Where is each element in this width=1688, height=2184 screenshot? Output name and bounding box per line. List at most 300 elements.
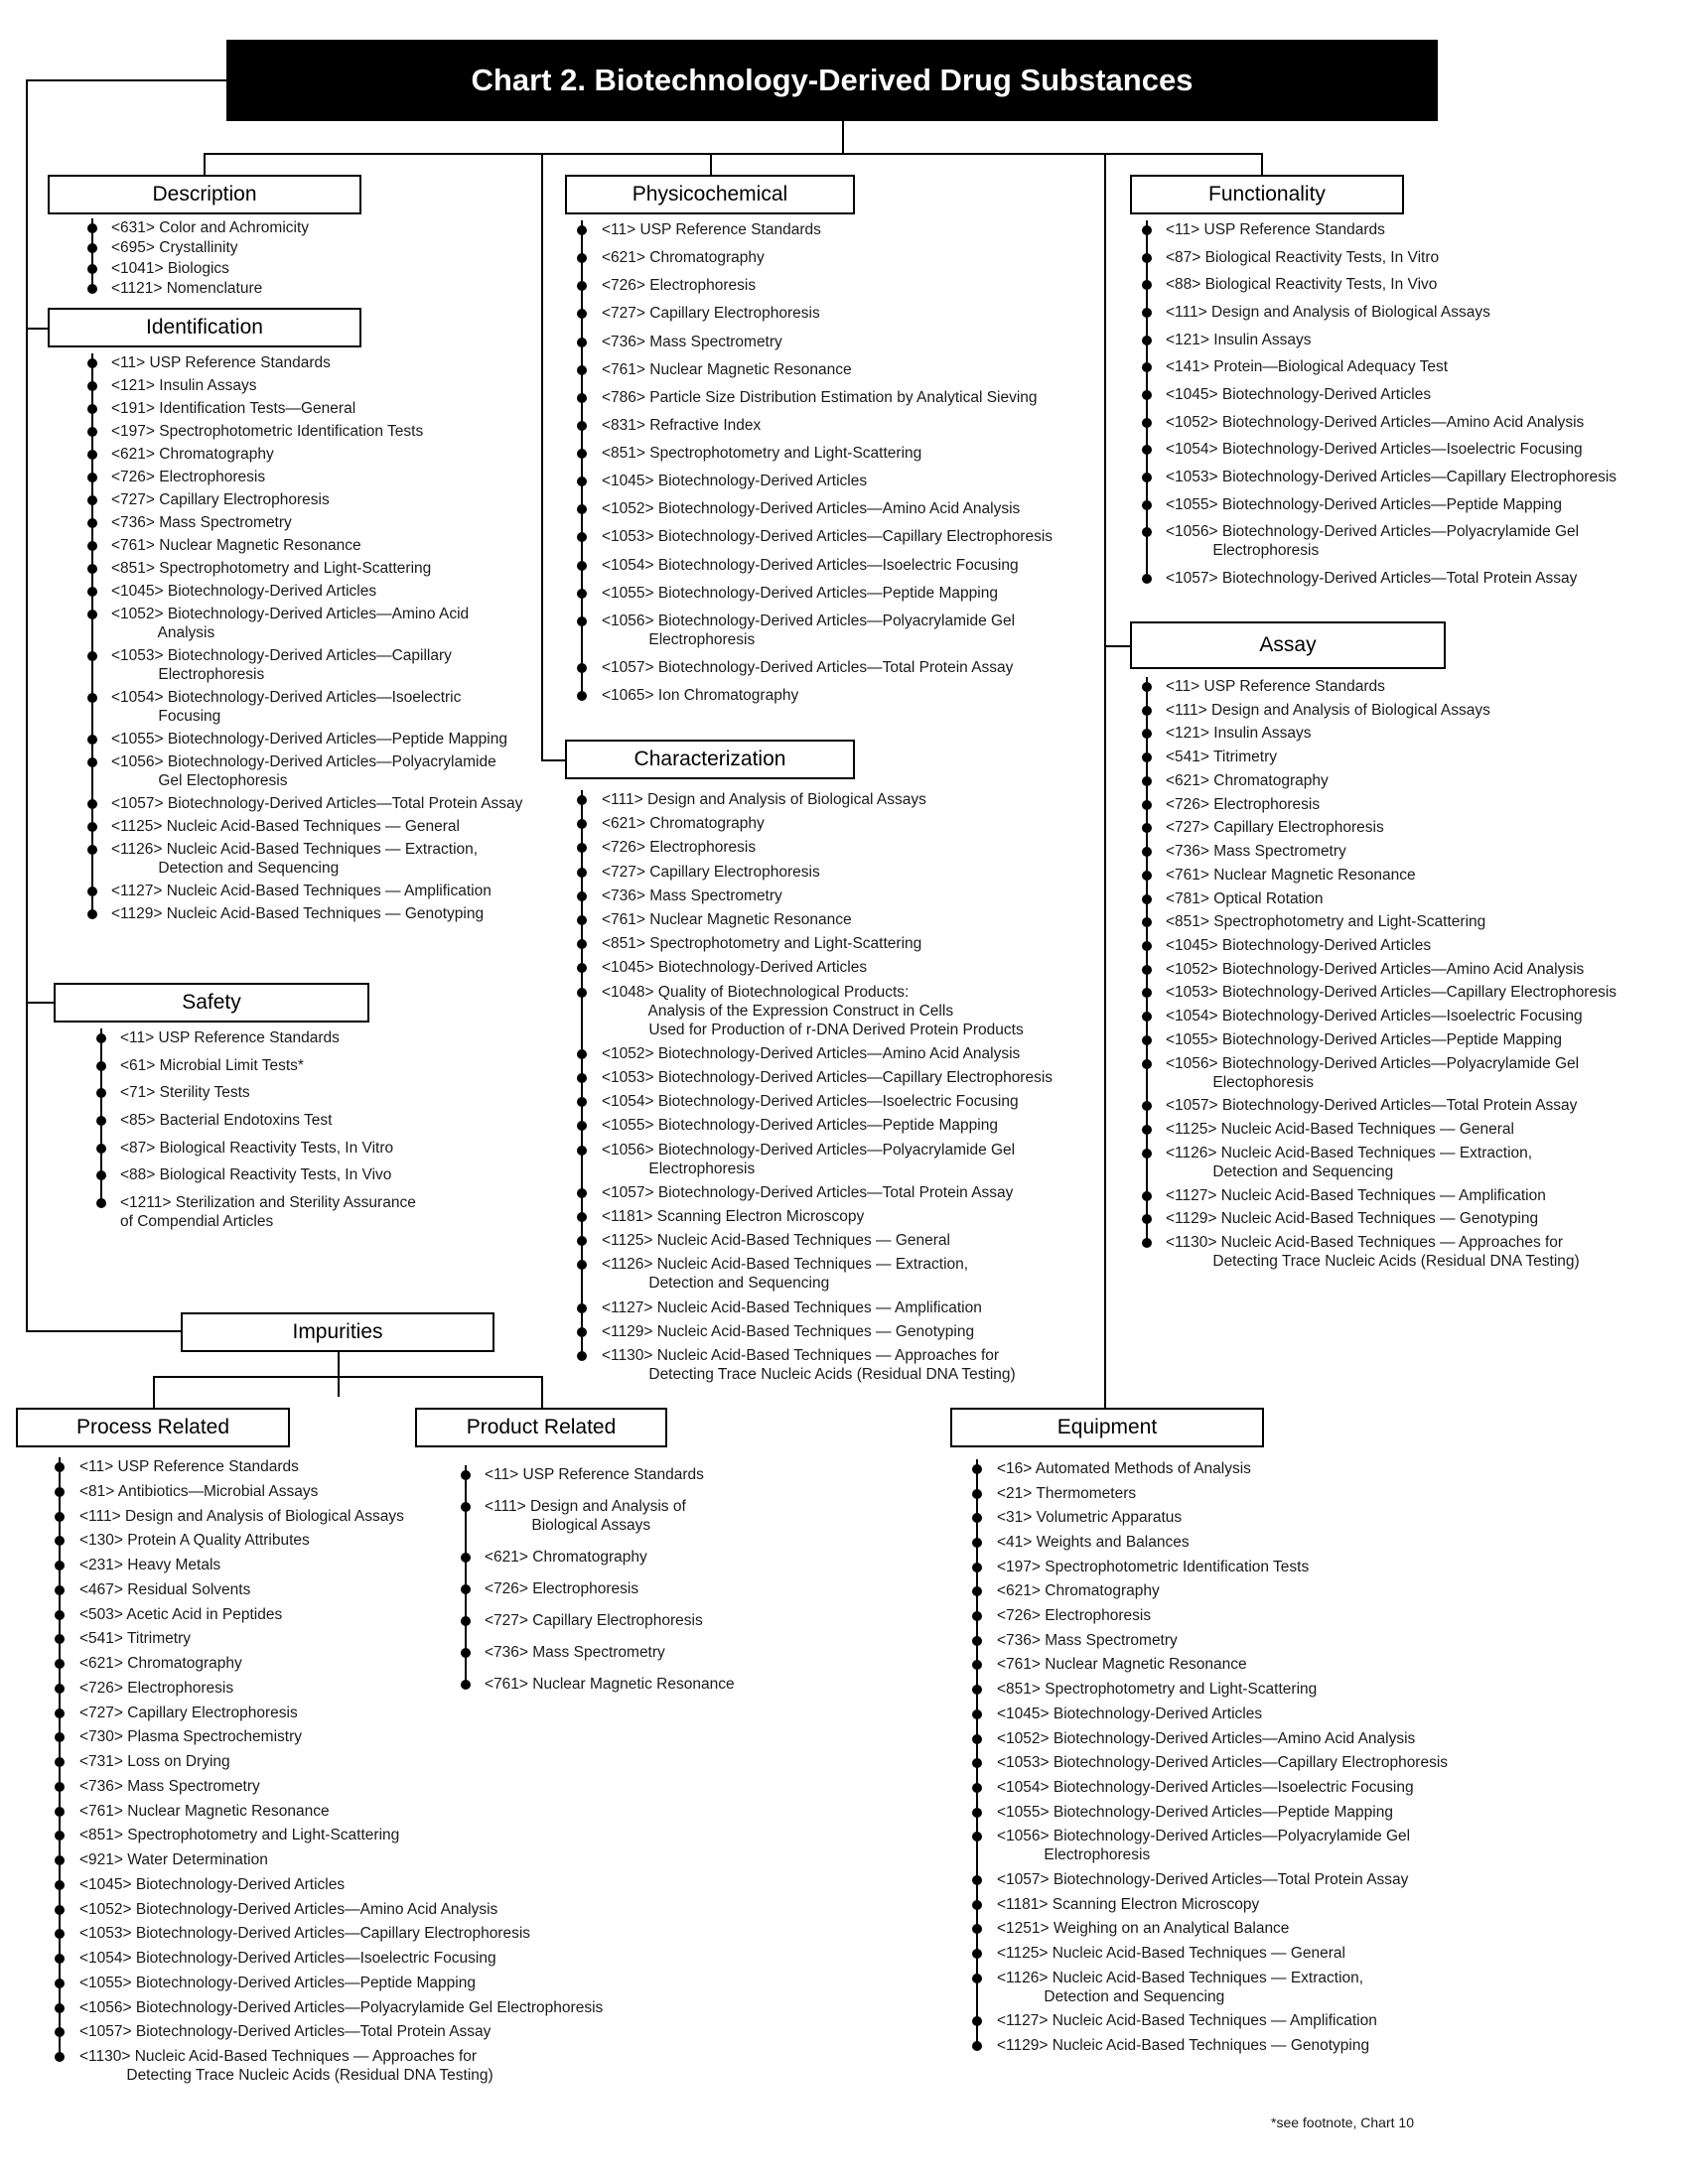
bullet-dot bbox=[96, 1061, 106, 1071]
physicochemical-list-item: <761> Nuclear Magnetic Resonance bbox=[602, 360, 852, 378]
connector bbox=[710, 153, 712, 175]
bullet-dot bbox=[1142, 473, 1152, 482]
bullet-dot bbox=[1142, 445, 1152, 455]
bullet-dot bbox=[87, 651, 97, 661]
identification-list-item: <727> Capillary Electrophoresis bbox=[111, 491, 330, 508]
functionality-list-item: <1045> Biotechnology-Derived Articles bbox=[1166, 386, 1432, 403]
bullet-dot bbox=[972, 2016, 982, 2026]
bullet-dot bbox=[972, 1709, 982, 1719]
process-related-list-item: <503> Acetic Acid in Peptides bbox=[79, 1605, 283, 1623]
bullet-dot bbox=[1142, 988, 1152, 998]
process-related-heading: Process Related bbox=[16, 1408, 290, 1447]
identification-list-item: <1056> Biotechnology-Derived Articles—Polyacrylamide Gel Electophoresis bbox=[111, 753, 496, 789]
bullet-dot bbox=[577, 225, 587, 235]
bullet-dot bbox=[87, 822, 97, 832]
safety-heading: Safety bbox=[54, 983, 369, 1023]
equipment-list-item: <1054> Biotechnology-Derived Articles—Isoelectric Focusing bbox=[997, 1778, 1414, 1796]
process-related-list-item: <1057> Biotechnology-Derived Articles—Total Protein Assay bbox=[79, 2023, 492, 2041]
bullet-dot bbox=[87, 845, 97, 855]
equipment-list-item: <1057> Biotechnology-Derived Articles—Total Protein Assay bbox=[997, 1870, 1409, 1888]
characterization-list-item: <1056> Biotechnology-Derived Articles—Polyacrylamide Gel Electrophoresis bbox=[602, 1141, 1016, 1177]
bullet-dot bbox=[577, 1188, 587, 1198]
equipment-list-item: <1129> Nucleic Acid-Based Techniques — Genotyping bbox=[997, 2037, 1370, 2054]
identification-list-item: <1125> Nucleic Acid-Based Techniques — General bbox=[111, 818, 460, 835]
bullet-dot bbox=[577, 939, 587, 949]
bullet-dot bbox=[1142, 871, 1152, 881]
identification-list-item: <1053> Biotechnology-Derived Articles—Capillary Electrophoresis bbox=[111, 647, 452, 683]
bullet-dot bbox=[1142, 1035, 1152, 1045]
process-related-list-item: <730> Plasma Spectrochemistry bbox=[79, 1728, 302, 1746]
process-related-list-item: <1052> Biotechnology-Derived Articles—Amino Acid Analysis bbox=[79, 1900, 498, 1918]
connector bbox=[26, 1002, 54, 1004]
physicochemical-list-item: <851> Spectrophotometry and Light-Scattering bbox=[602, 445, 922, 462]
bullet-dot bbox=[96, 1198, 106, 1208]
characterization-heading: Characterization bbox=[565, 740, 855, 779]
bullet-dot bbox=[1142, 308, 1152, 318]
description-list-item: <1121> Nomenclature bbox=[111, 280, 263, 297]
characterization-list-item: <1055> Biotechnology-Derived Articles—Peptide Mapping bbox=[602, 1117, 998, 1135]
equipment-list-item: <1126> Nucleic Acid-Based Techniques — Extraction, Detection and Sequencing bbox=[997, 1969, 1364, 2005]
footnote: *see footnote, Chart 10 bbox=[1271, 2115, 1414, 2130]
safety-list-item: <87> Biological Reactivity Tests, In Vitro bbox=[120, 1139, 394, 1157]
physicochemical-heading: Physicochemical bbox=[565, 175, 855, 214]
process-related-list-item: <1055> Biotechnology-Derived Articles—Peptide Mapping bbox=[79, 1974, 476, 1991]
bullet-dot bbox=[96, 1170, 106, 1180]
characterization-list-item: <1125> Nucleic Acid-Based Techniques — General bbox=[602, 1232, 950, 1250]
identification-list-item: <197> Spectrophotometric Identification Tests bbox=[111, 423, 424, 440]
bullet-dot bbox=[972, 1758, 982, 1768]
assay-list-item: <1057> Biotechnology-Derived Articles—Total Protein Assay bbox=[1166, 1097, 1578, 1115]
product-related-list-item: <111> Design and Analysis of Biological Assays bbox=[485, 1498, 686, 1534]
assay-list-item: <1126> Nucleic Acid-Based Techniques — Extraction, Detection and Sequencing bbox=[1166, 1144, 1533, 1180]
description-list-item: <1041> Biologics bbox=[111, 259, 229, 277]
bullet-dot bbox=[1142, 527, 1152, 537]
bullet-dot bbox=[1142, 1125, 1152, 1135]
bullet-dot bbox=[577, 253, 587, 263]
bullet-dot bbox=[972, 1586, 982, 1596]
bullet-dot bbox=[577, 1327, 587, 1337]
process-related-list-item: <1053> Biotechnology-Derived Articles—Capillary Electrophoresis bbox=[79, 1925, 531, 1943]
characterization-list-item: <1181> Scanning Electron Microscopy bbox=[602, 1208, 865, 1225]
safety-list-item: <88> Biological Reactivity Tests, In Vivo bbox=[120, 1166, 392, 1184]
bullet-dot bbox=[577, 1236, 587, 1246]
bullet-dot bbox=[577, 891, 587, 901]
bullet-dot bbox=[1142, 917, 1152, 927]
characterization-list-item: <726> Electrophoresis bbox=[602, 839, 757, 857]
assay-list-item: <851> Spectrophotometry and Light-Scattering bbox=[1166, 913, 1486, 931]
bullet-dot bbox=[87, 243, 97, 253]
functionality-list-item: <1056> Biotechnology-Derived Articles—Polyacrylamide Gel Electrophoresis bbox=[1166, 523, 1580, 560]
bullet-dot bbox=[55, 1880, 65, 1890]
identification-list-item: <1055> Biotechnology-Derived Articles—Peptide Mapping bbox=[111, 731, 507, 748]
assay-list-item: <781> Optical Rotation bbox=[1166, 889, 1324, 907]
bullet-dot bbox=[1142, 847, 1152, 857]
physicochemical-list-item: <1053> Biotechnology-Derived Articles—Capillary Electrophoresis bbox=[602, 528, 1054, 546]
bullet-dot bbox=[96, 1144, 106, 1154]
bullet-dot bbox=[87, 735, 97, 745]
assay-list-item: <1054> Biotechnology-Derived Articles—Isoelectric Focusing bbox=[1166, 1008, 1583, 1025]
assay-list-item: <541> Titrimetry bbox=[1166, 749, 1277, 766]
bullet-dot bbox=[972, 1660, 982, 1670]
assay-list-item: <1127> Nucleic Acid-Based Techniques — Amplification bbox=[1166, 1186, 1546, 1204]
bullet-dot bbox=[972, 1563, 982, 1572]
bullet-dot bbox=[1142, 729, 1152, 739]
assay-list-item: <1130> Nucleic Acid-Based Techniques — Approaches for Detecting Trace Nucleic Acids (Residual DNA Testing) bbox=[1166, 1234, 1580, 1270]
functionality-list-item: <1052> Biotechnology-Derived Articles—Amino Acid Analysis bbox=[1166, 413, 1585, 431]
bullet-dot bbox=[87, 495, 97, 505]
assay-list-item: <1056> Biotechnology-Derived Articles—Polyacrylamide Gel Electophoresis bbox=[1166, 1054, 1580, 1091]
process-related-list-item: <621> Chromatography bbox=[79, 1655, 242, 1672]
process-related-list-item: <81> Antibiotics—Microbial Assays bbox=[79, 1482, 319, 1500]
characterization-list-item: <1129> Nucleic Acid-Based Techniques — Genotyping bbox=[602, 1322, 975, 1340]
functionality-list-item: <1057> Biotechnology-Derived Articles—Total Protein Assay bbox=[1166, 570, 1578, 587]
identification-list-item: <11> USP Reference Standards bbox=[111, 354, 331, 371]
safety-list-item: <11> USP Reference Standards bbox=[120, 1029, 340, 1046]
physicochemical-list-item: <1057> Biotechnology-Derived Articles—Total Protein Assay bbox=[602, 658, 1014, 676]
equipment-list-item: <1251> Weighing on an Analytical Balance bbox=[997, 1920, 1290, 1938]
equipment-list-item: <21> Thermometers bbox=[997, 1484, 1137, 1502]
equipment-list-item: <1127> Nucleic Acid-Based Techniques — Amplification bbox=[997, 2012, 1377, 2030]
assay-list-item: <1053> Biotechnology-Derived Articles—Capillary Electrophoresis bbox=[1166, 984, 1618, 1002]
characterization-list-item: <1130> Nucleic Acid-Based Techniques — Approaches for Detecting Trace Nucleic Acids (Residual DNA Testing) bbox=[602, 1347, 1016, 1383]
equipment-heading: Equipment bbox=[950, 1408, 1264, 1447]
connector bbox=[338, 1352, 340, 1397]
connector bbox=[153, 1376, 155, 1408]
process-related-list-item: <761> Nuclear Magnetic Resonance bbox=[79, 1802, 330, 1820]
characterization-list-item: <1057> Biotechnology-Derived Articles—Total Protein Assay bbox=[602, 1183, 1014, 1201]
equipment-list-item: <1056> Biotechnology-Derived Articles—Polyacrylamide Gel Electrophoresis bbox=[997, 1828, 1411, 1864]
bullet-dot bbox=[972, 1734, 982, 1744]
bullet-dot bbox=[96, 1088, 106, 1098]
physicochemical-list-item: <1052> Biotechnology-Derived Articles—Amino Acid Analysis bbox=[602, 500, 1021, 518]
functionality-list-item: <141> Protein—Biological Adequacy Test bbox=[1166, 358, 1449, 376]
bullet-dot bbox=[972, 1636, 982, 1646]
bullet-dot bbox=[1142, 225, 1152, 235]
physicochemical-list-item: <11> USP Reference Standards bbox=[602, 221, 821, 238]
bullet-dot bbox=[1142, 418, 1152, 428]
bullet-dot bbox=[972, 1489, 982, 1499]
identification-list-item: <121> Insulin Assays bbox=[111, 377, 257, 394]
bullet-dot bbox=[1142, 941, 1152, 951]
assay-list-item: <1045> Biotechnology-Derived Articles bbox=[1166, 937, 1432, 954]
bullet-dot bbox=[87, 887, 97, 896]
bullet-dot bbox=[1142, 1101, 1152, 1111]
assay-heading: Assay bbox=[1130, 621, 1446, 669]
bullet-dot bbox=[972, 1538, 982, 1548]
characterization-list-item: <727> Capillary Electrophoresis bbox=[602, 863, 820, 881]
bullet-dot bbox=[55, 1487, 65, 1497]
bullet-dot bbox=[577, 1303, 587, 1313]
equipment-list-item: <16> Automated Methods of Analysis bbox=[997, 1460, 1251, 1477]
bullet-dot bbox=[577, 504, 587, 514]
process-related-list-item: <11> USP Reference Standards bbox=[79, 1458, 299, 1475]
product-related-list-item: <726> Electrophoresis bbox=[485, 1580, 639, 1597]
bullet-dot bbox=[972, 1924, 982, 1934]
bullet-dot bbox=[461, 1553, 471, 1563]
bullet-dot bbox=[55, 1807, 65, 1817]
bullet-dot bbox=[577, 963, 587, 973]
bullet-dot bbox=[87, 693, 97, 703]
connector bbox=[541, 153, 543, 761]
bullet-dot bbox=[461, 1616, 471, 1626]
connector bbox=[26, 79, 226, 81]
characterization-list-item: <1127> Nucleic Acid-Based Techniques — Amplification bbox=[602, 1298, 982, 1316]
assay-list-item: <727> Capillary Electrophoresis bbox=[1166, 819, 1384, 837]
bullet-dot bbox=[972, 1611, 982, 1621]
bullet-dot bbox=[1142, 800, 1152, 810]
bullet-dot bbox=[461, 1584, 471, 1594]
equipment-list-item: <41> Weights and Balances bbox=[997, 1534, 1190, 1552]
physicochemical-list-item: <1065> Ion Chromatography bbox=[602, 687, 799, 704]
bullet-dot bbox=[577, 449, 587, 459]
assay-list-item: <761> Nuclear Magnetic Resonance bbox=[1166, 866, 1416, 884]
connector bbox=[153, 1376, 542, 1378]
bullet-dot bbox=[577, 1073, 587, 1083]
bullet-dot bbox=[1142, 1214, 1152, 1224]
connector bbox=[1261, 153, 1263, 175]
bullet-dot bbox=[1142, 965, 1152, 975]
bullet-dot bbox=[1142, 823, 1152, 833]
characterization-list-item: <1053> Biotechnology-Derived Articles—Capillary Electrophoresis bbox=[602, 1069, 1054, 1086]
bullet-dot bbox=[55, 1757, 65, 1767]
bullet-dot bbox=[577, 691, 587, 701]
bullet-dot bbox=[87, 610, 97, 619]
bullet-dot bbox=[87, 223, 97, 233]
assay-list-item: <1125> Nucleic Acid-Based Techniques — General bbox=[1166, 1121, 1514, 1139]
equipment-list-item: <1052> Biotechnology-Derived Articles—Amino Acid Analysis bbox=[997, 1729, 1416, 1747]
bullet-dot bbox=[87, 264, 97, 274]
bullet-dot bbox=[1142, 776, 1152, 786]
safety-list-item: <71> Sterility Tests bbox=[120, 1084, 250, 1102]
bullet-dot bbox=[577, 616, 587, 626]
identification-list-item: <621> Chromatography bbox=[111, 446, 274, 463]
characterization-list-item: <1052> Biotechnology-Derived Articles—Amino Acid Analysis bbox=[602, 1044, 1021, 1062]
assay-list-item: <1055> Biotechnology-Derived Articles—Peptide Mapping bbox=[1166, 1030, 1562, 1048]
assay-list-item: <11> USP Reference Standards bbox=[1166, 678, 1385, 695]
physicochemical-list-item: <736> Mass Spectrometry bbox=[602, 333, 782, 350]
bullet-dot bbox=[55, 1954, 65, 1964]
bullet-dot bbox=[577, 338, 587, 347]
bullet-dot bbox=[461, 1648, 471, 1658]
bullet-dot bbox=[96, 1033, 106, 1043]
bullet-dot bbox=[55, 1610, 65, 1620]
bullet-dot bbox=[577, 309, 587, 319]
bullet-dot bbox=[55, 1905, 65, 1915]
bullet-dot bbox=[972, 1900, 982, 1910]
physicochemical-list-item: <727> Capillary Electrophoresis bbox=[602, 305, 820, 323]
bullet-dot bbox=[461, 1502, 471, 1512]
bullet-dot bbox=[577, 1097, 587, 1107]
bullet-dot bbox=[87, 404, 97, 414]
bullet-dot bbox=[87, 587, 97, 597]
bullet-dot bbox=[461, 1680, 471, 1690]
connector bbox=[204, 153, 206, 175]
equipment-list-item: <1125> Nucleic Acid-Based Techniques — General bbox=[997, 1944, 1345, 1962]
functionality-list-item: <111> Design and Analysis of Biological Assays bbox=[1166, 304, 1490, 321]
bullet-dot bbox=[87, 909, 97, 919]
assay-list-item: <726> Electrophoresis bbox=[1166, 795, 1321, 813]
identification-list-item: <761> Nuclear Magnetic Resonance bbox=[111, 537, 361, 554]
characterization-list-item: <1045> Biotechnology-Derived Articles bbox=[602, 959, 868, 977]
bullet-dot bbox=[87, 381, 97, 391]
connector bbox=[1104, 645, 1130, 647]
bullet-dot bbox=[577, 868, 587, 878]
bullet-dot bbox=[55, 2003, 65, 2013]
equipment-list-item: <726> Electrophoresis bbox=[997, 1607, 1152, 1625]
bullet-dot bbox=[972, 1832, 982, 1842]
assay-list-item: <1052> Biotechnology-Derived Articles—Amino Acid Analysis bbox=[1166, 960, 1585, 978]
physicochemical-list-item: <786> Particle Size Distribution Estimation by Analytical Sieving bbox=[602, 388, 1038, 406]
bullet-dot bbox=[55, 1536, 65, 1546]
identification-list-item: <1045> Biotechnology-Derived Articles bbox=[111, 583, 377, 600]
characterization-list-item: <1054> Biotechnology-Derived Articles—Isoelectric Focusing bbox=[602, 1093, 1019, 1111]
product-related-list-item: <621> Chromatography bbox=[485, 1549, 647, 1566]
bullet-dot bbox=[55, 1708, 65, 1718]
bullet-dot bbox=[972, 1949, 982, 1959]
bullet-dot bbox=[1142, 362, 1152, 372]
physicochemical-list-item: <726> Electrophoresis bbox=[602, 277, 757, 295]
bullet-dot bbox=[55, 1462, 65, 1472]
bullet-dot bbox=[577, 663, 587, 673]
bullet-dot bbox=[577, 421, 587, 431]
bullet-dot bbox=[55, 1512, 65, 1522]
bullet-dot bbox=[1142, 390, 1152, 400]
product-related-list-item: <727> Capillary Electrophoresis bbox=[485, 1612, 703, 1629]
characterization-list-item: <621> Chromatography bbox=[602, 815, 765, 833]
bullet-dot bbox=[577, 589, 587, 599]
bullet-dot bbox=[87, 427, 97, 437]
physicochemical-list-item: <1054> Biotechnology-Derived Articles—Isoelectric Focusing bbox=[602, 556, 1019, 574]
bullet-dot bbox=[1142, 1012, 1152, 1022]
assay-list-item: <621> Chromatography bbox=[1166, 771, 1329, 789]
connector bbox=[541, 1376, 543, 1408]
process-related-list-item: <726> Electrophoresis bbox=[79, 1679, 234, 1697]
equipment-list-item: <851> Spectrophotometry and Light-Scattering bbox=[997, 1681, 1318, 1699]
physicochemical-list-item: <1056> Biotechnology-Derived Articles—Polyacrylamide Gel Electrophoresis bbox=[602, 612, 1016, 648]
connector bbox=[842, 121, 844, 153]
identification-list-item: <1054> Biotechnology-Derived Articles—Isoelectric Focusing bbox=[111, 689, 462, 725]
functionality-list-item: <88> Biological Reactivity Tests, In Vivo bbox=[1166, 276, 1438, 294]
process-related-list-item: <1130> Nucleic Acid-Based Techniques — Approaches for Detecting Trace Nucleic Acids (Residual DNA Testing) bbox=[79, 2048, 493, 2084]
functionality-list-item: <1053> Biotechnology-Derived Articles—Capillary Electrophoresis bbox=[1166, 469, 1618, 485]
functionality-list-item: <11> USP Reference Standards bbox=[1166, 221, 1385, 238]
identification-list-item: <1126> Nucleic Acid-Based Techniques — Extraction, Detection and Sequencing bbox=[111, 841, 479, 877]
physicochemical-list-item: <621> Chromatography bbox=[602, 249, 765, 267]
bullet-dot bbox=[55, 1979, 65, 1988]
product-related-heading: Product Related bbox=[415, 1408, 667, 1447]
process-related-list-item: <1054> Biotechnology-Derived Articles—Isoelectric Focusing bbox=[79, 1950, 496, 1967]
bullet-dot bbox=[1142, 1149, 1152, 1159]
connector bbox=[26, 1330, 181, 1332]
equipment-list-item: <1181> Scanning Electron Microscopy bbox=[997, 1895, 1260, 1913]
bullet-dot bbox=[87, 518, 97, 528]
bullet-dot bbox=[577, 365, 587, 375]
safety-list-item: <85> Bacterial Endotoxins Test bbox=[120, 1112, 333, 1129]
functionality-list-item: <87> Biological Reactivity Tests, In Vitro bbox=[1166, 248, 1440, 266]
bullet-dot bbox=[577, 819, 587, 829]
bullet-dot bbox=[55, 1855, 65, 1865]
bullet-dot bbox=[1142, 500, 1152, 510]
description-list-item: <631> Color and Achromicity bbox=[111, 219, 310, 236]
bullet-dot bbox=[1142, 1191, 1152, 1201]
bullet-dot bbox=[577, 1351, 587, 1361]
bullet-dot bbox=[55, 1831, 65, 1841]
process-related-list-item: <231> Heavy Metals bbox=[79, 1557, 221, 1573]
description-heading: Description bbox=[48, 175, 361, 214]
bullet-dot bbox=[577, 532, 587, 542]
equipment-list-item: <621> Chromatography bbox=[997, 1582, 1160, 1600]
process-related-list-item: <541> Titrimetry bbox=[79, 1630, 191, 1648]
identification-list-item: <191> Identification Tests—General bbox=[111, 400, 356, 417]
assay-list-item: <111> Design and Analysis of Biological Assays bbox=[1166, 701, 1490, 719]
process-related-list-item: <467> Residual Solvents bbox=[79, 1580, 251, 1598]
bullet-dot bbox=[1142, 706, 1152, 716]
identification-heading: Identification bbox=[48, 308, 361, 347]
bullet-dot bbox=[972, 1685, 982, 1695]
connector bbox=[204, 153, 1261, 155]
bullet-dot bbox=[1142, 682, 1152, 692]
bullet-dot bbox=[87, 541, 97, 551]
bullet-dot bbox=[55, 1684, 65, 1694]
bullet-dot bbox=[972, 1875, 982, 1885]
bullet-dot bbox=[1142, 752, 1152, 762]
bullet-dot bbox=[577, 1212, 587, 1222]
assay-list-item: <736> Mass Spectrometry bbox=[1166, 843, 1346, 861]
process-related-list-item: <921> Water Determination bbox=[79, 1851, 268, 1868]
identification-list-item: <1057> Biotechnology-Derived Articles—Total Protein Assay bbox=[111, 795, 523, 812]
characterization-list-item: <1048> Quality of Biotechnological Products: Analysis of the Expression Construct in Cells Used for Production of r-DNA Derived Protein Products bbox=[602, 983, 1024, 1038]
characterization-list-item: <736> Mass Spectrometry bbox=[602, 887, 782, 904]
bullet-dot bbox=[55, 1929, 65, 1939]
process-related-list-item: <727> Capillary Electrophoresis bbox=[79, 1704, 298, 1721]
bullet-dot bbox=[87, 473, 97, 482]
equipment-list-item: <31> Volumetric Apparatus bbox=[997, 1509, 1183, 1527]
identification-list-item: <1052> Biotechnology-Derived Articles—Amino Acid Analysis bbox=[111, 606, 470, 641]
identification-list-item: <726> Electrophoresis bbox=[111, 469, 266, 485]
bullet-dot bbox=[96, 1116, 106, 1126]
product-related-list-item: <736> Mass Spectrometry bbox=[485, 1644, 665, 1661]
characterization-list-item: <851> Spectrophotometry and Light-Scattering bbox=[602, 935, 922, 953]
bullet-dot bbox=[972, 1513, 982, 1523]
bullet-dot bbox=[577, 561, 587, 571]
bullet-dot bbox=[577, 795, 587, 805]
characterization-list-item: <111> Design and Analysis of Biological Assays bbox=[602, 791, 926, 808]
equipment-list-item: <736> Mass Spectrometry bbox=[997, 1631, 1178, 1649]
assay-list-item: <1129> Nucleic Acid-Based Techniques — Genotyping bbox=[1166, 1210, 1539, 1228]
bullet-dot bbox=[972, 1783, 982, 1793]
bullet-dot bbox=[577, 477, 587, 486]
bullet-dot bbox=[1142, 1059, 1152, 1069]
equipment-list-item: <1045> Biotechnology-Derived Articles bbox=[997, 1705, 1263, 1722]
physicochemical-list-item: <1045> Biotechnology-Derived Articles bbox=[602, 473, 868, 490]
bullet-dot bbox=[55, 1585, 65, 1595]
description-list-item: <695> Crystallinity bbox=[111, 239, 238, 257]
bullet-dot bbox=[1142, 253, 1152, 263]
functionality-list-item: <1055> Biotechnology-Derived Articles—Peptide Mapping bbox=[1166, 495, 1562, 513]
product-related-list-item: <761> Nuclear Magnetic Resonance bbox=[485, 1676, 735, 1693]
bullet-dot bbox=[972, 2041, 982, 2051]
connector bbox=[1104, 153, 1106, 1412]
bullet-dot bbox=[577, 1260, 587, 1270]
bullet-dot bbox=[87, 799, 97, 809]
bullet-dot bbox=[577, 1049, 587, 1059]
bullet-dot bbox=[87, 757, 97, 767]
physicochemical-list-item: <1055> Biotechnology-Derived Articles—Peptide Mapping bbox=[602, 584, 998, 602]
connector bbox=[26, 328, 48, 330]
bullet-dot bbox=[972, 1808, 982, 1818]
identification-list-item: <736> Mass Spectrometry bbox=[111, 514, 292, 531]
bullet-dot bbox=[87, 564, 97, 574]
